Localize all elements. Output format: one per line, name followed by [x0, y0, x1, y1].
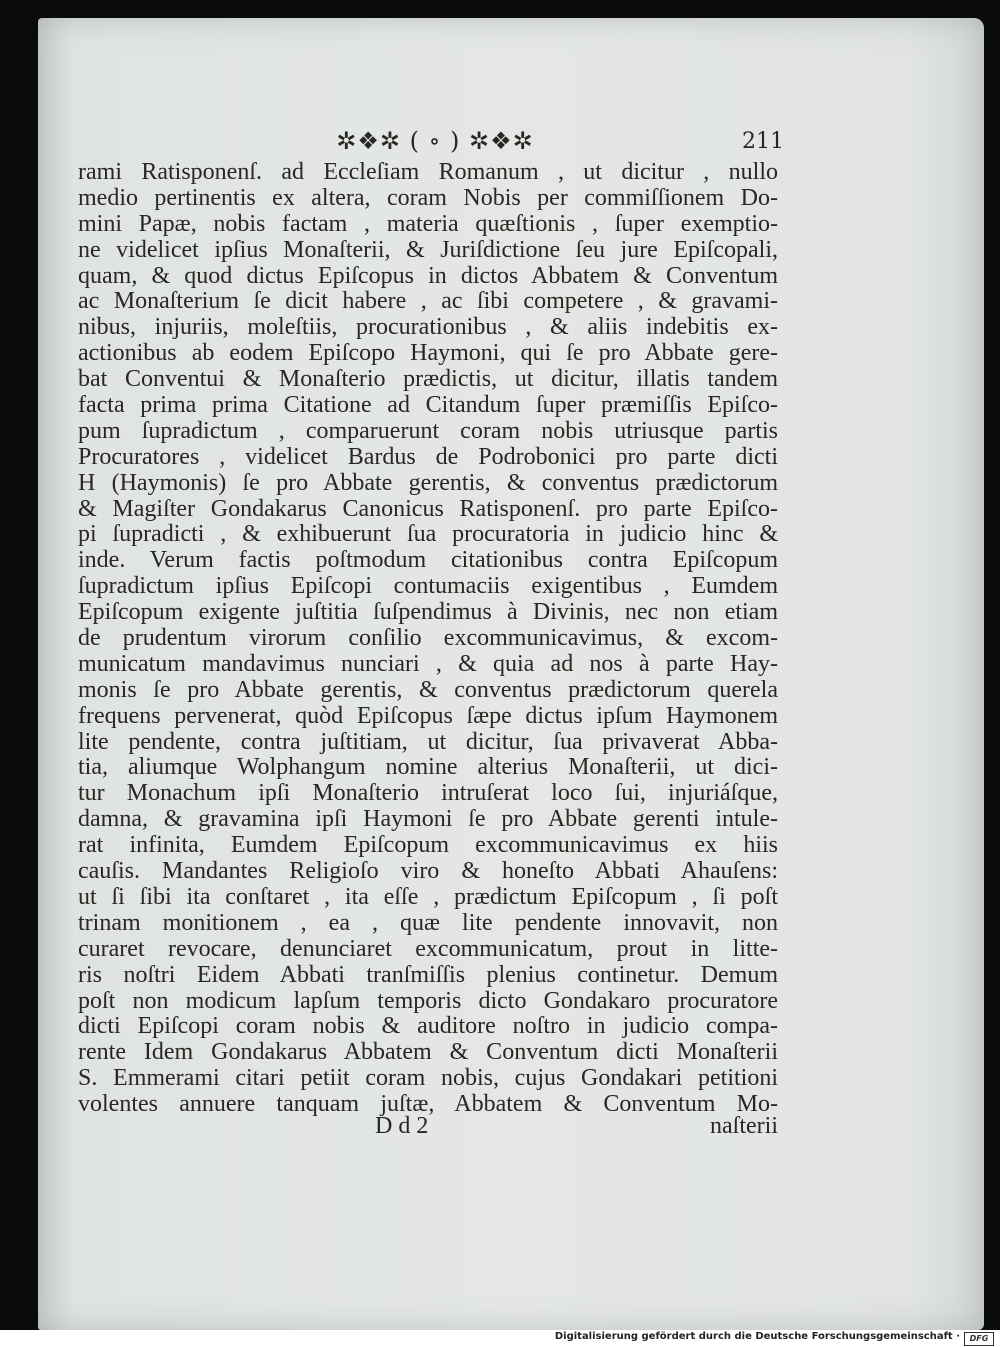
text-line: rat infinita, Eumdem Epiſcopum excommunicavimus ex hiis	[78, 833, 778, 859]
page-header	[0, 125, 1000, 159]
catchword: naſterii	[710, 1113, 778, 1139]
dfg-logo: DFG	[964, 1332, 994, 1346]
header-ornament: ✲❖✲ ( ∘ ) ✲❖✲	[336, 127, 534, 155]
text-line: ac Monaſterium ſe dicit habere , ac ſibi competere , & gravami-	[78, 289, 778, 315]
text-line: medio pertinentis ex altera, coram Nobis per commiſſionem Do-	[78, 185, 778, 211]
text-line: facta prima prima Citatione ad Citandum ſuper præmiſſis Epiſco-	[78, 393, 778, 419]
text-line: volentes annuere tanquam juſtæ, Abbatem & Conventum Mo-	[78, 1092, 778, 1118]
text-line: mini Papæ, nobis factam , materia quæſtionis , ſuper exemptio-	[78, 211, 778, 237]
text-line: quam, & quod dictus Epiſcopus in dictos Abbatem & Conventum	[78, 263, 778, 289]
text-line: ne videlicet ipſius Monaſterii, & Juriſdictione ſeu jure Epiſcopali,	[78, 237, 778, 263]
text-line: S. Emmerami citari petiit coram nobis, cujus Gondakari petitioni	[78, 1066, 778, 1092]
page-footer	[0, 1113, 1000, 1143]
text-line: municatum mandavimus nunciari , & quia ad nos à parte Hay-	[78, 651, 778, 677]
text-line: H (Haymonis) ſe pro Abbate gerentis, & conventus prædictorum	[78, 470, 778, 496]
text-line: lite pendente, contra juſtitiam, ut dicitur, ſua privaverat Abba-	[78, 729, 778, 755]
text-line: ris noſtri Eidem Abbati tranſmiſſis plenius continetur. Demum	[78, 962, 778, 988]
text-line: nibus, injuriis, moleſtiis, procurationibus , & aliis indebitis ex-	[78, 315, 778, 341]
text-line: Procuratores , videlicet Bardus de Podrobonici pro parte dicti	[78, 444, 778, 470]
text-line: inde. Verum factis poſtmodum citationibus contra Epiſcopum	[78, 548, 778, 574]
text-line: pi ſupradicti , & exhibuerunt ſua procuratoria in judicio hinc &	[78, 522, 778, 548]
text-line: actionibus ab eodem Epiſcopo Haymoni, qui ſe pro Abbate gere-	[78, 341, 778, 367]
text-line: rente Idem Gondakarus Abbatem & Conventum dicti Monaſterii	[78, 1040, 778, 1066]
signature-mark: D d 2	[375, 1113, 429, 1139]
credit-bar	[0, 1330, 1000, 1347]
text-line: damna, & gravamina ipſi Haymoni ſe pro Abbate gerenti intule-	[78, 807, 778, 833]
text-line: ſupradictum ipſius Epiſcopi contumaciis exigentibus , Eumdem	[78, 574, 778, 600]
text-line: tia, aliumque Wolphangum nomine alterius Monaſterii, ut dici-	[78, 755, 778, 781]
text-line: monis ſe pro Abbate gerentis, & conventus prædictorum querela	[78, 677, 778, 703]
text-line: rami Ratisponenſ. ad Eccleſiam Romanum , ut dicitur , nullo	[78, 160, 778, 185]
text-line: poſt non modicum lapſum temporis dicto Gondakaro procuratore	[78, 988, 778, 1014]
text-line: dicti Epiſcopi coram nobis & auditore noſtro in judicio compa-	[78, 1014, 778, 1040]
text-line: cauſis. Mandantes Religioſo viro & honeſto Abbati Ahauſens:	[78, 859, 778, 885]
text-line: trinam monitionem , ea , quæ lite pendente innovavit, non	[78, 910, 778, 936]
text-line: ut ſi ſibi ita conſtaret , ita eſſe , prædictum Epiſcopum , ſi poſt	[78, 884, 778, 910]
text-line: tur Monachum ipſi Monaſterio intruſerat loco ſui, injuriáſque,	[78, 781, 778, 807]
text-line: de prudentum virorum conſilio excommunicavimus, & excom-	[78, 626, 778, 652]
funding-credit: Digitalisierung gefördert durch die Deutsche Forschungsgemeinschaft ·	[554, 1331, 960, 1342]
text-line: curaret revocare, denunciaret excommunicatum, prout in litte-	[78, 936, 778, 962]
text-line: Epiſcopum exigente juſtitia ſuſpendimus à Divinis, nec non etiam	[78, 600, 778, 626]
text-line: frequens pervenerat, quòd Epiſcopus ſæpe dictus ipſum Haymonem	[78, 703, 778, 729]
text-line: pum ſupradictum , comparuerunt coram nobis utriusque partis	[78, 418, 778, 444]
text-line: & Magiſter Gondakarus Canonicus Ratisponenſ. pro parte Epiſco-	[78, 496, 778, 522]
body-text	[78, 160, 778, 1118]
text-line: bat Conventui & Monaſterio prædictis, ut dicitur, illatis tandem	[78, 367, 778, 393]
page-number: 211	[742, 129, 784, 154]
